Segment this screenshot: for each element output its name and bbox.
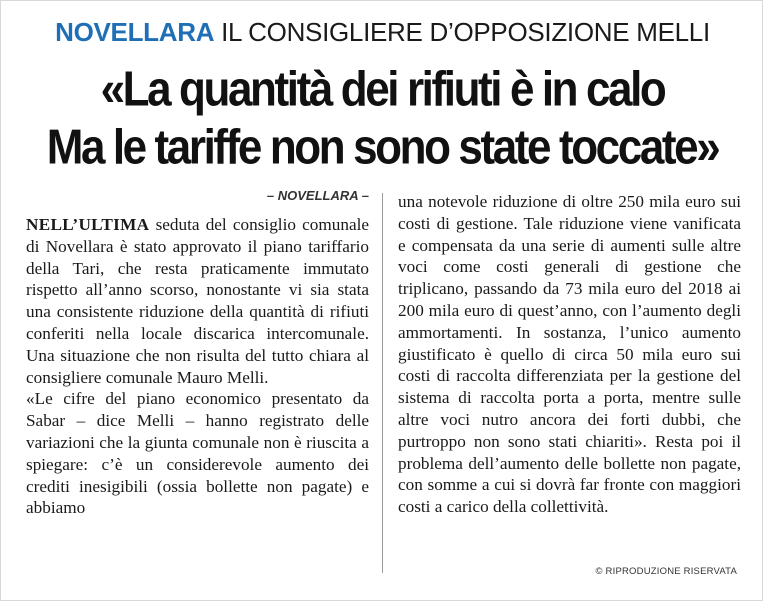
- article-paragraph: una notevole riduzione di oltre 250 mila euro sui costi di gestione. Tale riduzione viene vanificata e compensata da una serie di aumenti sulle altre voci come costi generali di gestione che triplicano, passando da 73 mila euro del 2018 ai 200 mila euro di quest’anno, con l’aumento degli ammortamenti. In sostanza, l’unico aumento giustificato è quello di circa 50 mila euro sui costi di raccolta differenziata per la gestione del sistema di raccolta porta a porta, mentre sulle altre voci nutro ancora dei forti dubbi, che purtroppo non sono stati chiariti». Resta poi il problema dell’aumento delle bollette non pagate, con somme a cui si dovrà far fronte con maggiori costi a carico della collettività.: [398, 192, 741, 517]
- kicker-place: NOVELLARA: [55, 17, 215, 47]
- kicker: [1, 17, 763, 47]
- article-paragraph: «Le cifre del piano economico presentato da Sabar – dice Melli – hanno registrato delle variazioni che la giunta comunale non è riuscita a spiegare: c’è un considerevole aumento dei crediti inesigibili (ossia bollette non pagate) e abbiamo: [26, 389, 369, 518]
- dateline: – NOVELLARA –: [266, 188, 369, 203]
- paragraph-text: seduta del consiglio comunale di Novellara è stato approvato il piano tariffario della Tari, che resta praticamente immutato rispetto all’anno scorso, nonostante vi sia stata una consistente riduzione della quantità di rifiuti conferiti nella locale discarica intercomunale. Una situazione che non risulta del tutto chiara al consigliere comunale Mauro Melli.: [26, 215, 369, 387]
- article-column-right: [398, 191, 741, 518]
- article-paragraph: [26, 214, 369, 388]
- kicker-label: IL CONSIGLIERE D’OPPOSIZIONE MELLI: [221, 17, 710, 47]
- copyright-notice: © RIPRODUZIONE RISERVATA: [595, 566, 737, 577]
- article-column-left: [26, 214, 369, 519]
- headline-line-1: «La quantità dei rifiuti è in calo: [100, 62, 665, 117]
- lead-in: NELL’ULTIMA: [26, 215, 150, 234]
- column-divider: [382, 193, 383, 573]
- headline-line-2: Ma le tariffe non sono state toccate»: [46, 120, 719, 175]
